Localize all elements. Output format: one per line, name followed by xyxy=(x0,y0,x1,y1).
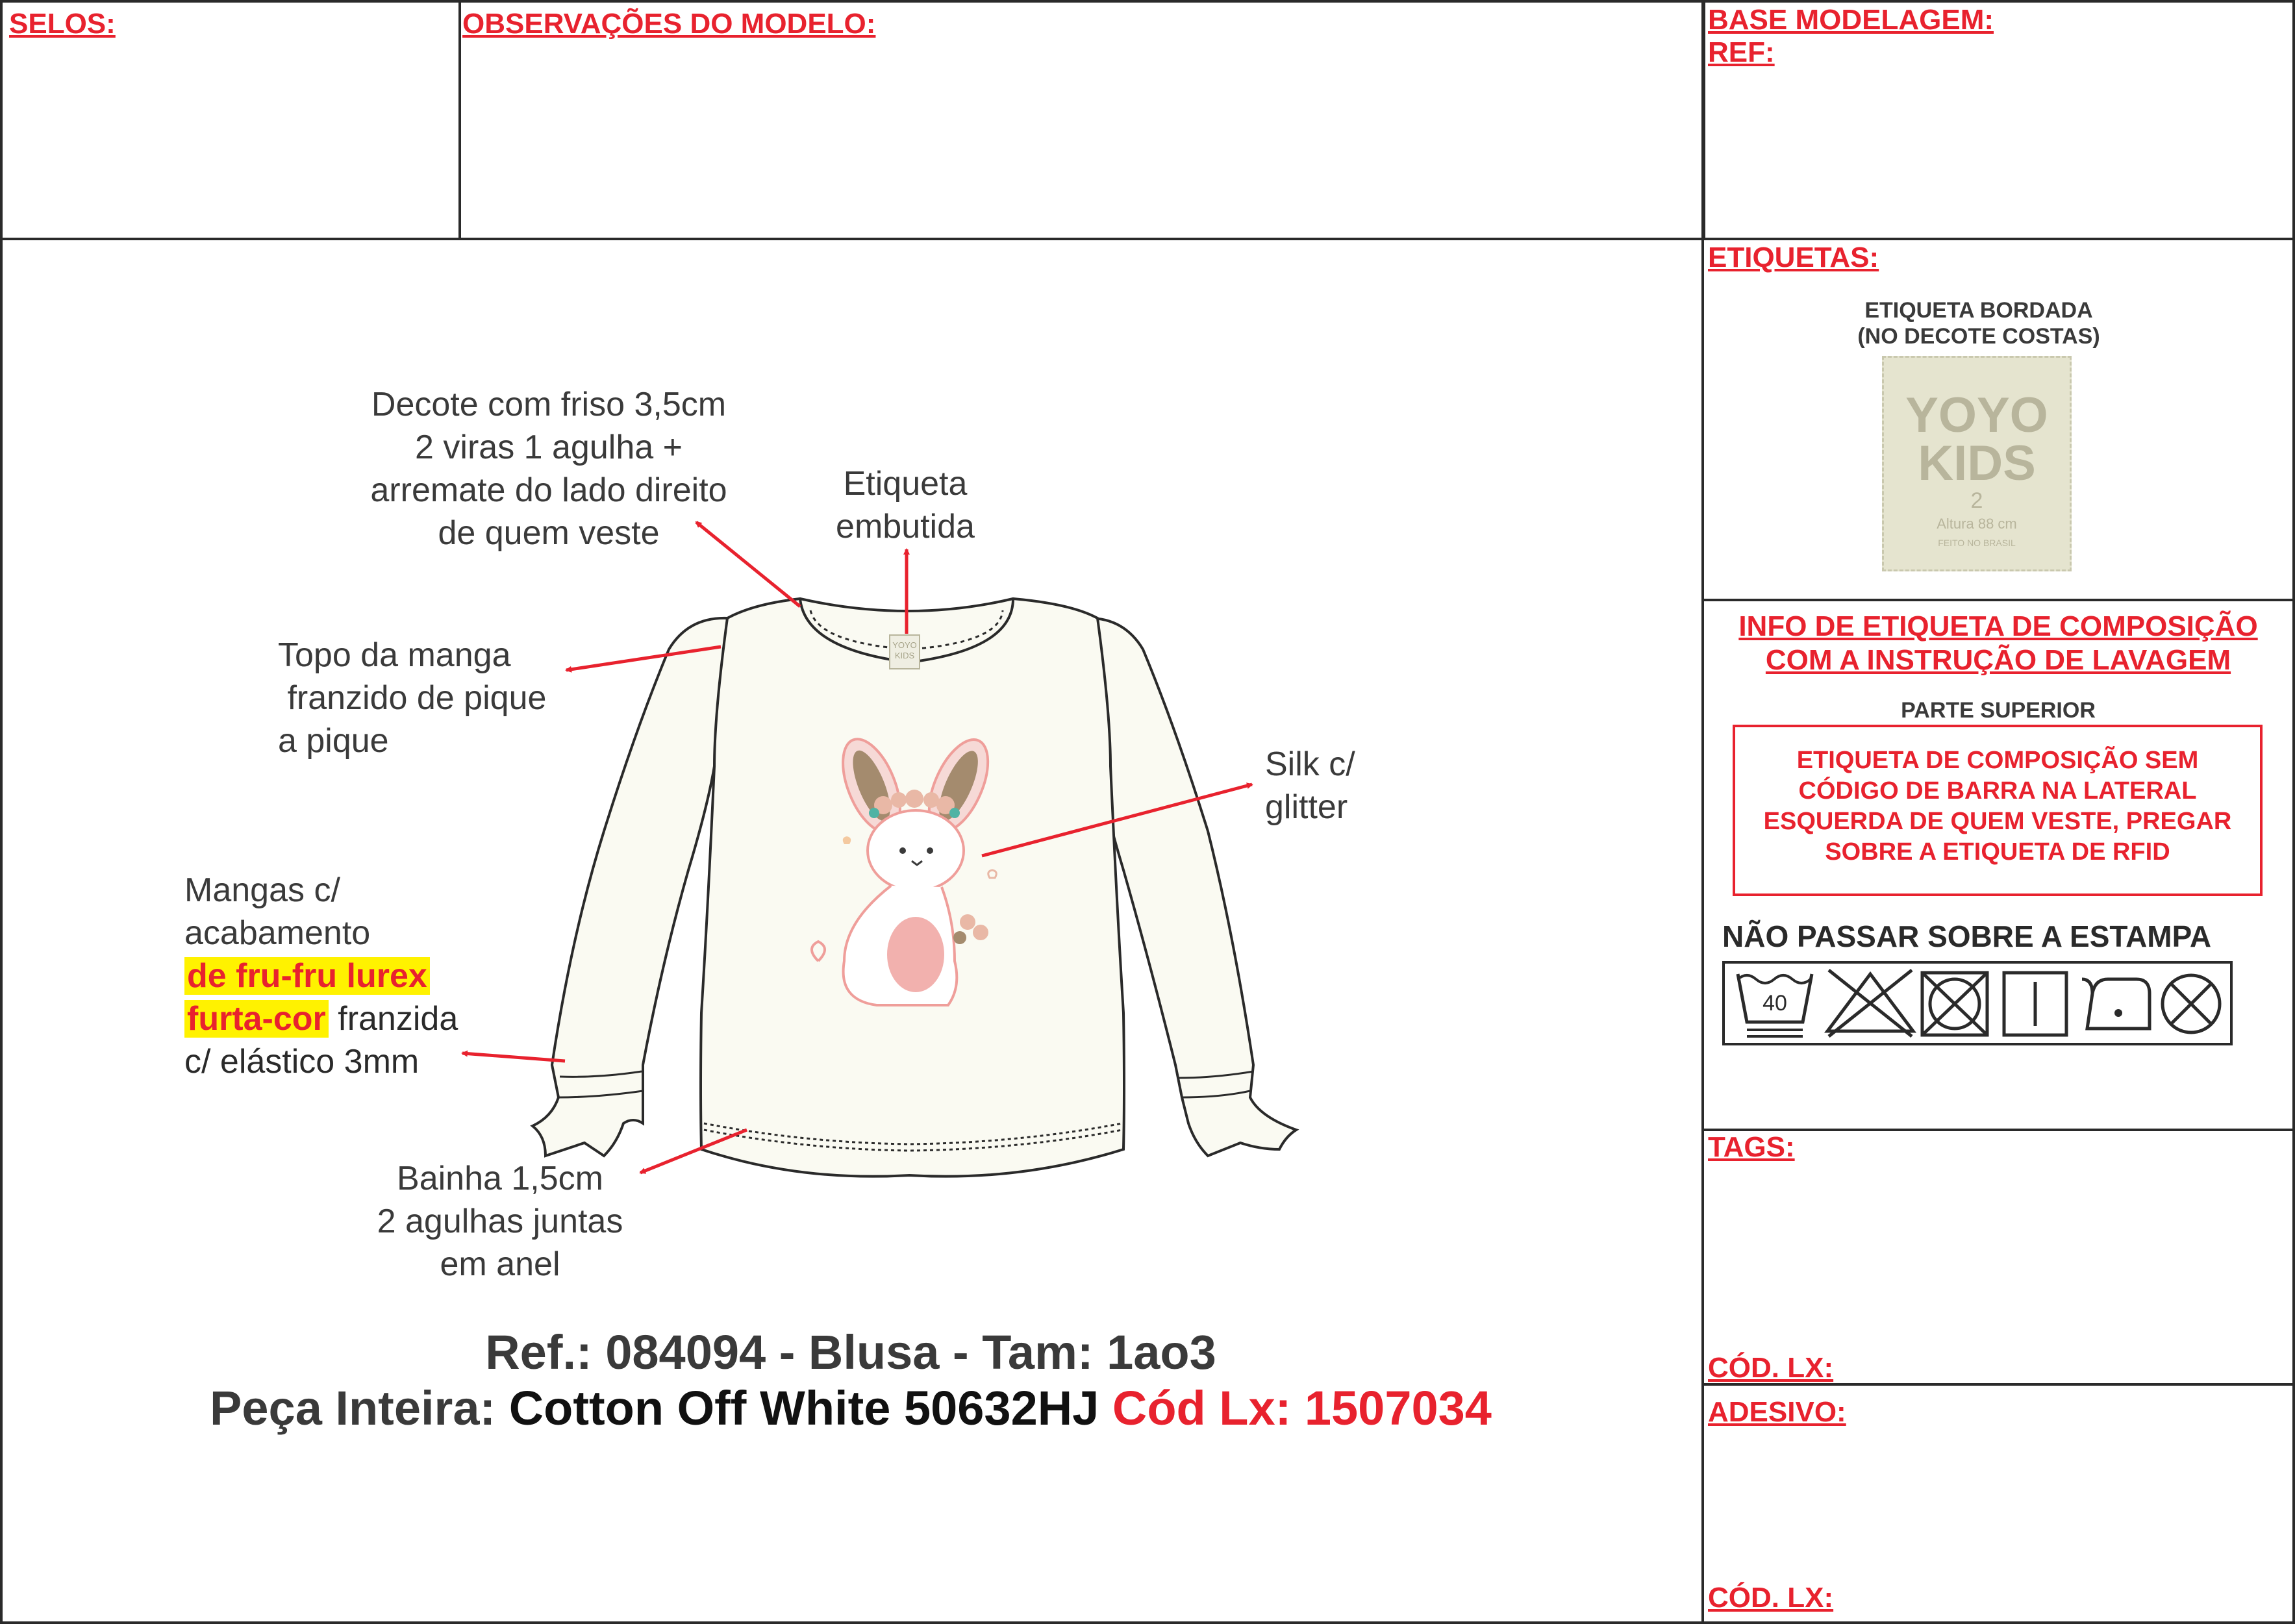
annotation-mangas: Mangas c/ acabamento de fru-fru lurex furta-cor franzida c/ elástico 3mm xyxy=(184,871,458,1081)
composicao-box-line3: ESQUERDA DE QUEM VESTE, PREGAR xyxy=(1763,808,2232,835)
etiqueta-bordada-line1: ETIQUETA BORDADA xyxy=(1864,298,2093,323)
svg-text:KIDS: KIDS xyxy=(894,651,915,660)
annotation-silk: Silk c/ glitter xyxy=(1265,745,1355,826)
annotation-topo-manga: Topo da manga franzido de pique a pique xyxy=(278,636,547,760)
highlight-furta-cor: furta-cor xyxy=(184,1000,329,1038)
composicao-box-line4: SOBRE A ETIQUETA DE RFID xyxy=(1825,838,2170,866)
ref-label: REF: xyxy=(1708,36,1775,68)
label-height: Altura 88 cm xyxy=(1937,516,2017,532)
annotation-etiqueta: Etiqueta embutida xyxy=(836,465,975,545)
tags-label: TAGS: xyxy=(1708,1131,1795,1163)
etiqueta-bordada-line2: (NO DECOTE COSTAS) xyxy=(1857,324,2100,349)
adesivo-cod-lx-label: CÓD. LX: xyxy=(1708,1582,1834,1614)
cod-lx-value: Cód Lx: 1507034 xyxy=(1112,1381,1492,1435)
parte-superior-label: PARTE SUPERIOR xyxy=(1901,698,2096,723)
selos-label: SELOS: xyxy=(9,8,116,40)
base-modelagem-label: BASE MODELAGEM: xyxy=(1708,4,1994,36)
label-size: 2 xyxy=(1970,488,1983,513)
annotation-decote: Decote com friso 3,5cm 2 viras 1 agulha + arremate do lado direito de quem veste xyxy=(370,386,727,552)
observacoes-label: OBSERVAÇÕES DO MODELO: xyxy=(462,8,876,40)
etiquetas-label: ETIQUETAS: xyxy=(1708,242,1879,273)
nao-passar-warning: NÃO PASSAR SOBRE A ESTAMPA xyxy=(1722,919,2212,953)
composicao-box-line1: ETIQUETA DE COMPOSIÇÃO SEM xyxy=(1796,747,2199,774)
arrow-mangas xyxy=(462,1053,565,1061)
annotation-bainha: Bainha 1,5cm 2 agulhas juntas em anel xyxy=(377,1160,623,1283)
adesivo-label: ADESIVO: xyxy=(1708,1396,1846,1428)
composicao-title-line1: INFO DE ETIQUETA DE COMPOSIÇÃO xyxy=(1738,610,2258,642)
fabric-title xyxy=(0,1380,1701,1436)
fabric-description: Cotton Off White 50632HJ xyxy=(495,1381,1112,1435)
peca-inteira-label: Peça Inteira: xyxy=(210,1381,496,1435)
ref-title: Ref.: 084094 - Blusa - Tam: 1ao3 xyxy=(485,1325,1216,1379)
label-brand-line1: YOYO xyxy=(1905,388,2048,443)
highlight-fru-fru-lurex: de fru-fru lurex xyxy=(184,957,430,995)
composicao-box-line2: CÓDIGO DE BARRA NA LATERAL xyxy=(1798,777,2197,805)
left-sleeve xyxy=(533,618,727,1156)
svg-text:YOYO: YOYO xyxy=(892,640,917,650)
composicao-title-line2: COM A INSTRUÇÃO DE LAVAGEM xyxy=(1765,644,2231,676)
label-brand-line2: KIDS xyxy=(1918,436,2036,491)
tags-cod-lx-label: CÓD. LX: xyxy=(1708,1352,1834,1384)
svg-text:40: 40 xyxy=(1762,991,1787,1016)
label-made-in: FEITO NO BRASIL xyxy=(1938,538,2016,548)
